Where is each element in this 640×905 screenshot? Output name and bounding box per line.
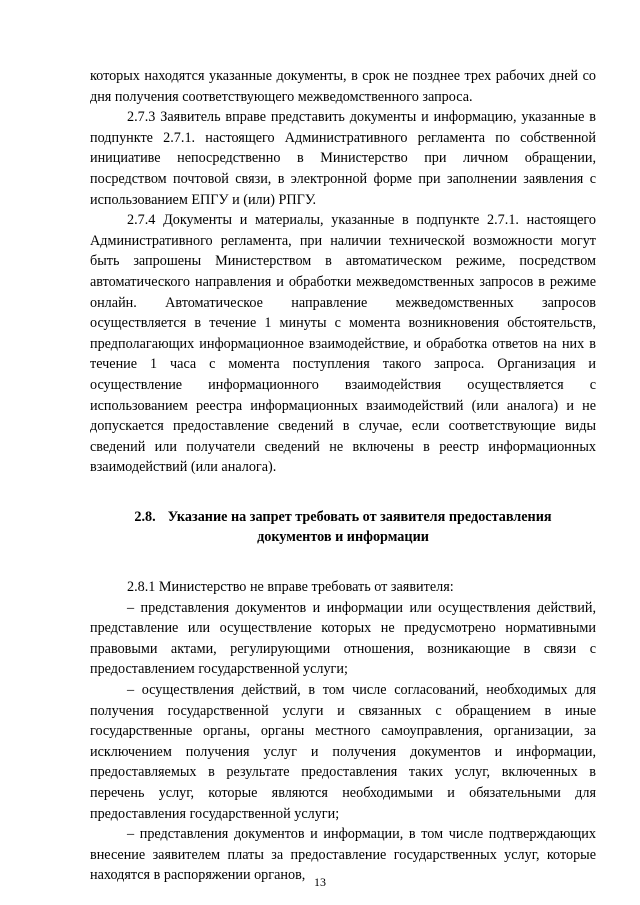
section-heading-number: 2.8. bbox=[134, 508, 156, 525]
paragraph-2-7-3: 2.7.3 Заявитель вправе представить документы и информацию, указанные в подпункте 2.7.1. настоящего Административного регламента по собственной инициативе непосредственно в Министерство при личном обращении, посредством почтовой связи, в электронной форме при заполнении заявления с использованием ЕПГУ и (или) РПГУ. bbox=[90, 109, 596, 208]
list-item-dash-3: – представления документов и информации, в том числе подтверждающих внесение заявителем платы за предоставление государственных услуг, которые находятся в распоряжении органов, bbox=[90, 826, 596, 884]
paragraph-continuation: которых находятся указанные документы, в срок не позднее трех рабочих дней со дня получения соответствующего межведомственного запроса. bbox=[90, 68, 596, 105]
paragraph-2-7-4: 2.7.4 Документы и материалы, указанные в подпункте 2.7.1. настоящего Административного регламента, при наличии технической возможности могут быть запрошены Министерством в автоматическом режиме, посредством автоматического направления и обработки межведомственных запросов в режиме онлайн. Автоматическое направление межведомственных запросов осуществляется в течение 1 минуты с момента возникновения обстоятельств, предполагающих информационное взаимодействие, и обработка ответов на них в течение 1 часа с момента поступления такого запроса. Организация и осуществление информационного взаимодействия осуществляется с использованием реестра информационных взаимодействий (или аналога) и не допускается предоставление сведений в случае, если соответствующие виды сведений или получатели сведений не включены в реестр информационных взаимодействий (или аналога). bbox=[90, 212, 596, 476]
section-heading-2-8 bbox=[90, 507, 596, 548]
section-heading-text: Указание на запрет требовать от заявителя предоставления документов и информации bbox=[167, 508, 552, 546]
list-item-dash-1: – представления документов и информации или осуществления действий, представление или осуществление которых не предусмотрено нормативными правовыми актами, регулирующими отношения, возникающие в связи с предоставлением государственной услуги; bbox=[90, 599, 596, 678]
list-item-dash-2: – осуществления действий, в том числе согласований, необходимых для получения государственной услуги и связанных с обращением в иные государственные органы, органы местного самоуправления, организации, за исключением получения услуг и получения документов и информации, предоставляемых в результате предоставления таких услуг, включенных в перечень услуг, которые являются необходимыми и обязательными для предоставления государственной услуги; bbox=[90, 682, 596, 822]
page-number: 13 bbox=[314, 875, 326, 889]
paragraph-2-8-1: 2.8.1 Министерство не вправе требовать от заявителя: bbox=[127, 579, 454, 596]
document-page bbox=[90, 66, 596, 886]
section-spacer bbox=[90, 548, 596, 577]
